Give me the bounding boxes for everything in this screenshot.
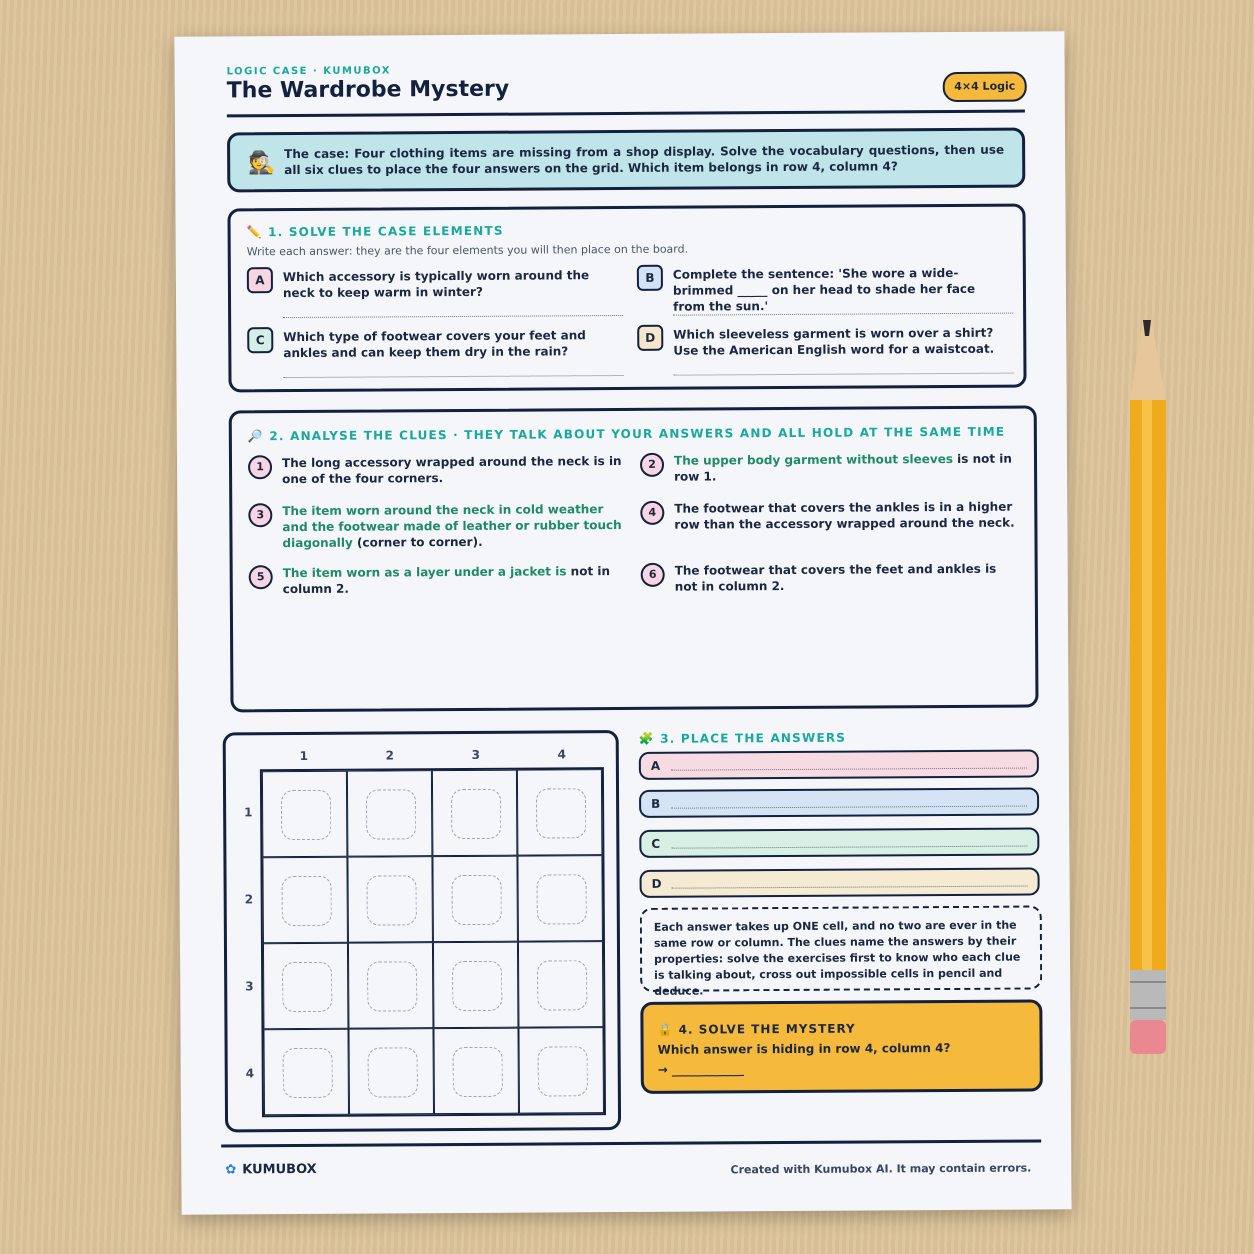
column-label: 3 bbox=[471, 747, 481, 762]
question-c bbox=[247, 325, 617, 361]
logic-grid-box bbox=[223, 730, 621, 1132]
clue-number: 5 bbox=[249, 565, 273, 589]
clue-number: 6 bbox=[641, 563, 665, 587]
section-solve-elements bbox=[227, 204, 1026, 393]
header-divider bbox=[227, 110, 1025, 118]
clue-text: (corner to corner). bbox=[352, 534, 483, 550]
grid-cell[interactable] bbox=[517, 769, 603, 856]
grid-cell[interactable] bbox=[347, 856, 433, 943]
answer-letter: B bbox=[651, 796, 661, 811]
clue-text: The long accessory wrapped around the neck is in one of the four corners. bbox=[281, 454, 622, 487]
answer-field-b[interactable] bbox=[639, 787, 1039, 817]
question-b bbox=[637, 263, 1007, 314]
clue-5 bbox=[249, 563, 629, 597]
answer-line[interactable] bbox=[283, 375, 623, 378]
section-solve-mystery bbox=[640, 999, 1043, 1093]
section1-heading: ✏️ 1. SOLVE THE CASE ELEMENTS bbox=[246, 223, 504, 240]
clue-highlight: The item worn around the neck in cold weather and the footwear made of leather or rubber touch diagonally bbox=[282, 502, 622, 551]
clue-2 bbox=[640, 451, 1020, 484]
answer-line[interactable] bbox=[673, 373, 1013, 376]
detective-icon: 🕵️ bbox=[248, 151, 276, 177]
clue-number: 2 bbox=[640, 453, 664, 477]
clue-number: 3 bbox=[248, 503, 272, 527]
answer-letter: D bbox=[651, 876, 662, 891]
question-text: Which type of footwear covers your feet and ankles and can keep them dry in the rain? bbox=[283, 328, 586, 361]
brand-name: KUMUBOX bbox=[242, 1161, 317, 1178]
question-letter: D bbox=[637, 325, 663, 351]
question-letter: A bbox=[247, 267, 273, 293]
grid-cell[interactable] bbox=[518, 941, 604, 1028]
answer-letter: A bbox=[650, 758, 661, 773]
gear-logo-icon: ✿ bbox=[225, 1162, 237, 1178]
question-text: Which accessory is typically worn around the neck to keep warm in winter? bbox=[282, 268, 590, 301]
answer-letter: C bbox=[651, 836, 661, 851]
column-label: 4 bbox=[557, 747, 567, 762]
case-box bbox=[227, 128, 1025, 193]
answer-line[interactable] bbox=[283, 315, 623, 318]
grid-cell[interactable] bbox=[262, 771, 348, 858]
clue-3 bbox=[248, 501, 628, 551]
mystery-answer-line[interactable]: → ____________ bbox=[657, 1062, 745, 1077]
pencil-icon bbox=[1130, 310, 1196, 1070]
kicker: LOGIC CASE · KUMUBOX bbox=[226, 65, 392, 78]
grid-cell[interactable] bbox=[517, 855, 603, 942]
clue-6 bbox=[641, 561, 1021, 594]
grid-cell[interactable] bbox=[263, 943, 349, 1030]
clue-text: The footwear that covers the feet and ankles is not in column 2. bbox=[674, 561, 997, 594]
clue-highlight: The item worn as a layer under a jacket is bbox=[282, 564, 567, 581]
clue-4 bbox=[640, 499, 1020, 532]
brand bbox=[225, 1162, 316, 1178]
footer-divider bbox=[221, 1139, 1041, 1147]
question-a bbox=[247, 265, 617, 301]
clue-number: 4 bbox=[640, 501, 664, 525]
section4-heading: 🔒 4. SOLVE THE MYSTERY bbox=[657, 1021, 856, 1037]
question-text: Which sleeveless garment is worn over a shirt? Use the American English word for a waistcoat. bbox=[673, 325, 995, 358]
section-clues bbox=[229, 405, 1039, 712]
rules-note: Each answer takes up ONE cell, and no two are ever in the same row or column. The clues name the answers by their properties: solve the exercises first to know who each clue is talking about, cross out impossible cells in pencil and deduce. bbox=[640, 905, 1043, 991]
grid-cell[interactable] bbox=[262, 857, 348, 944]
section3-heading: 🧩 3. PLACE THE ANSWERS bbox=[638, 730, 847, 746]
row-label: 1 bbox=[244, 805, 253, 820]
grid-cell[interactable] bbox=[432, 770, 518, 857]
grid-cell[interactable] bbox=[263, 1029, 349, 1116]
question-text: Complete the sentence: 'She wore a wide-brimmed _____ on her head to shade her face from the sun.' bbox=[672, 265, 976, 314]
answer-field-c[interactable] bbox=[639, 827, 1039, 857]
answer-field-d[interactable] bbox=[640, 867, 1040, 897]
difficulty-badge: 4×4 Logic bbox=[943, 72, 1027, 103]
clue-number: 1 bbox=[248, 455, 272, 479]
case-text: The case: Four clothing items are missing from a shop display. Solve the vocabulary questions, then use all six clues to place the four answers on the grid. Which item belongs in row 4, column 4? bbox=[284, 142, 1005, 178]
page-title: The Wardrobe Mystery bbox=[226, 76, 510, 104]
mystery-question: Which answer is hiding in row 4, column 4? bbox=[657, 1041, 951, 1057]
question-letter: C bbox=[247, 327, 273, 353]
clue-text: not in column 2. bbox=[282, 564, 611, 597]
row-label: 2 bbox=[244, 892, 254, 907]
grid-cell[interactable] bbox=[433, 1028, 519, 1115]
logic-grid bbox=[260, 767, 606, 1117]
grid-cell[interactable] bbox=[347, 770, 433, 857]
grid-cell[interactable] bbox=[518, 1027, 604, 1114]
question-d bbox=[637, 323, 1007, 358]
section1-subtitle: Write each answer: they are the four elements you will then place on the board. bbox=[246, 242, 689, 259]
row-label: 3 bbox=[245, 979, 254, 994]
clue-highlight: The upper body garment without sleeves bbox=[673, 451, 954, 468]
grid-cell[interactable] bbox=[433, 942, 519, 1029]
grid-cell[interactable] bbox=[432, 856, 518, 943]
column-label: 1 bbox=[299, 748, 309, 763]
clue-1 bbox=[248, 453, 628, 487]
clue-text: The footwear that covers the ankles is in a higher row than the accessory wrapped around the neck. bbox=[674, 499, 1015, 532]
worksheet-paper bbox=[174, 31, 1071, 1214]
section2-heading: 🔎 2. ANALYSE THE CLUES · THEY TALK ABOUT YOUR ANSWERS AND ALL HOLD AT THE SAME TIME bbox=[247, 424, 1006, 444]
grid-cell[interactable] bbox=[348, 1028, 434, 1115]
question-letter: B bbox=[637, 265, 663, 291]
row-label: 4 bbox=[245, 1066, 255, 1081]
grid-cell[interactable] bbox=[348, 942, 434, 1029]
answer-field-a[interactable] bbox=[639, 749, 1039, 779]
column-label: 2 bbox=[385, 748, 395, 763]
clue-text: is not in row 1. bbox=[674, 451, 1012, 484]
footer-credit: Created with Kumubox AI. It may contain errors. bbox=[730, 1161, 1032, 1177]
